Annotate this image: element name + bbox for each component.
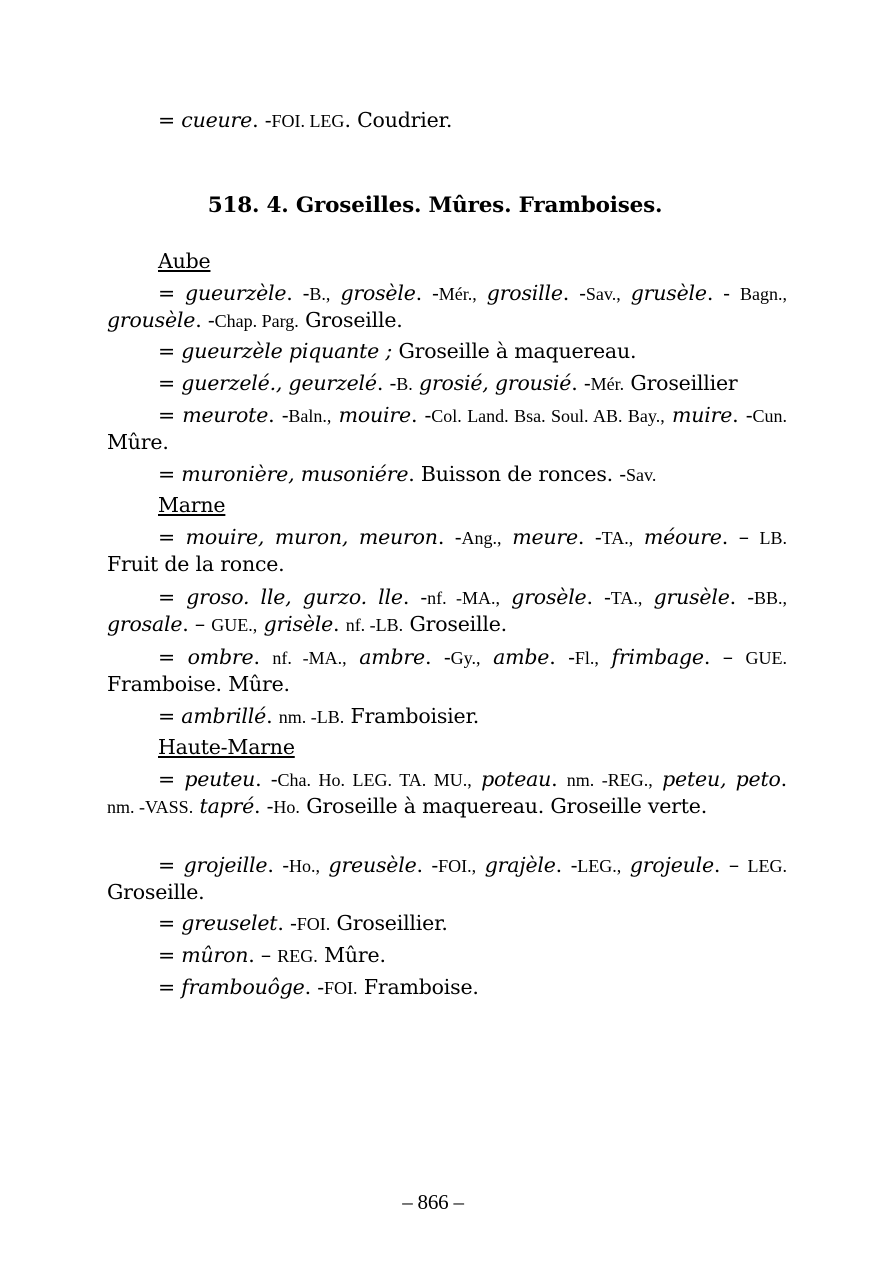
entry-haute-marne-mure: = mûron. – REG. Mûre. <box>158 943 386 967</box>
entry-aube-mure: = meurote. -Baln., mouire. -Col. Land. Bsa. Soul. AB. Bay., muire. -Cun. Mûre. <box>107 403 787 454</box>
section-heading: 518. 4. Groseilles. Mûres. Framboises. <box>207 193 663 218</box>
entry-coudrier: = cueure. -FOI. LEG. Coudrier. <box>158 108 453 132</box>
entry-marne-fruit-ronce: = mouire, muron, meuron. -Ang., meure. -TA., méoure. – LB. Fruit de la ronce. <box>107 525 787 576</box>
entry-aube-ronces: = muronière, musoniére. Buisson de ronces. -Sav. <box>158 462 657 486</box>
entry-aube-groseille: = gueurzèle. -B., grosèle. -Mér., grosille. -Sav., grusèle. - Bagn., grousèle. -Chap. Parg. Groseille. <box>107 281 787 332</box>
region-haute-marne: Haute-Marne <box>158 735 295 759</box>
entry-haute-marne-groseillier: = greuselet. -FOI. Groseillier. <box>158 911 448 935</box>
entry-marne-framboise: = ombre. nf. -MA., ambre. -Gy., ambe. -Fl., frimbage. – GUE. Framboise. Mûre. <box>107 645 787 696</box>
page-number: – 866 – <box>402 1190 464 1214</box>
region-aube: Aube <box>158 249 211 273</box>
entry-marne-framboisier: = ambrillé. nm. -LB. Framboisier. <box>158 704 480 728</box>
entry-marne-groseille: = groso. lle, gurzo. lle. -nf. -MA., grosèle. -TA., grusèle. -BB., grosale. – GUE., grisèle. nf. -LB. Groseille. <box>107 585 787 636</box>
region-marne: Marne <box>158 493 226 517</box>
entry-aube-groseille-maquereau: = gueurzèle piquante ; Groseille à maquereau. <box>158 339 637 363</box>
entry-haute-marne-framboise: = frambouôge. -FOI. Framboise. <box>158 975 479 999</box>
entry-haute-marne-groseille-verte: = peuteu. -Cha. Ho. LEG. TA. MU., poteau. nm. -REG., peteu, peto. nm. -VASS. tapré. -Ho. Groseille à maquereau. Groseille verte. <box>107 767 787 818</box>
entry-aube-groseillier: = guerzelé., geurzelé. -B. grosié, grousié. -Mér. Groseillier <box>158 371 738 395</box>
entry-haute-marne-groseille: = grojeille. -Ho., greusèle. -FOI., grajèle. -LEG., grojeule. – LEG. Groseille. <box>107 853 787 904</box>
